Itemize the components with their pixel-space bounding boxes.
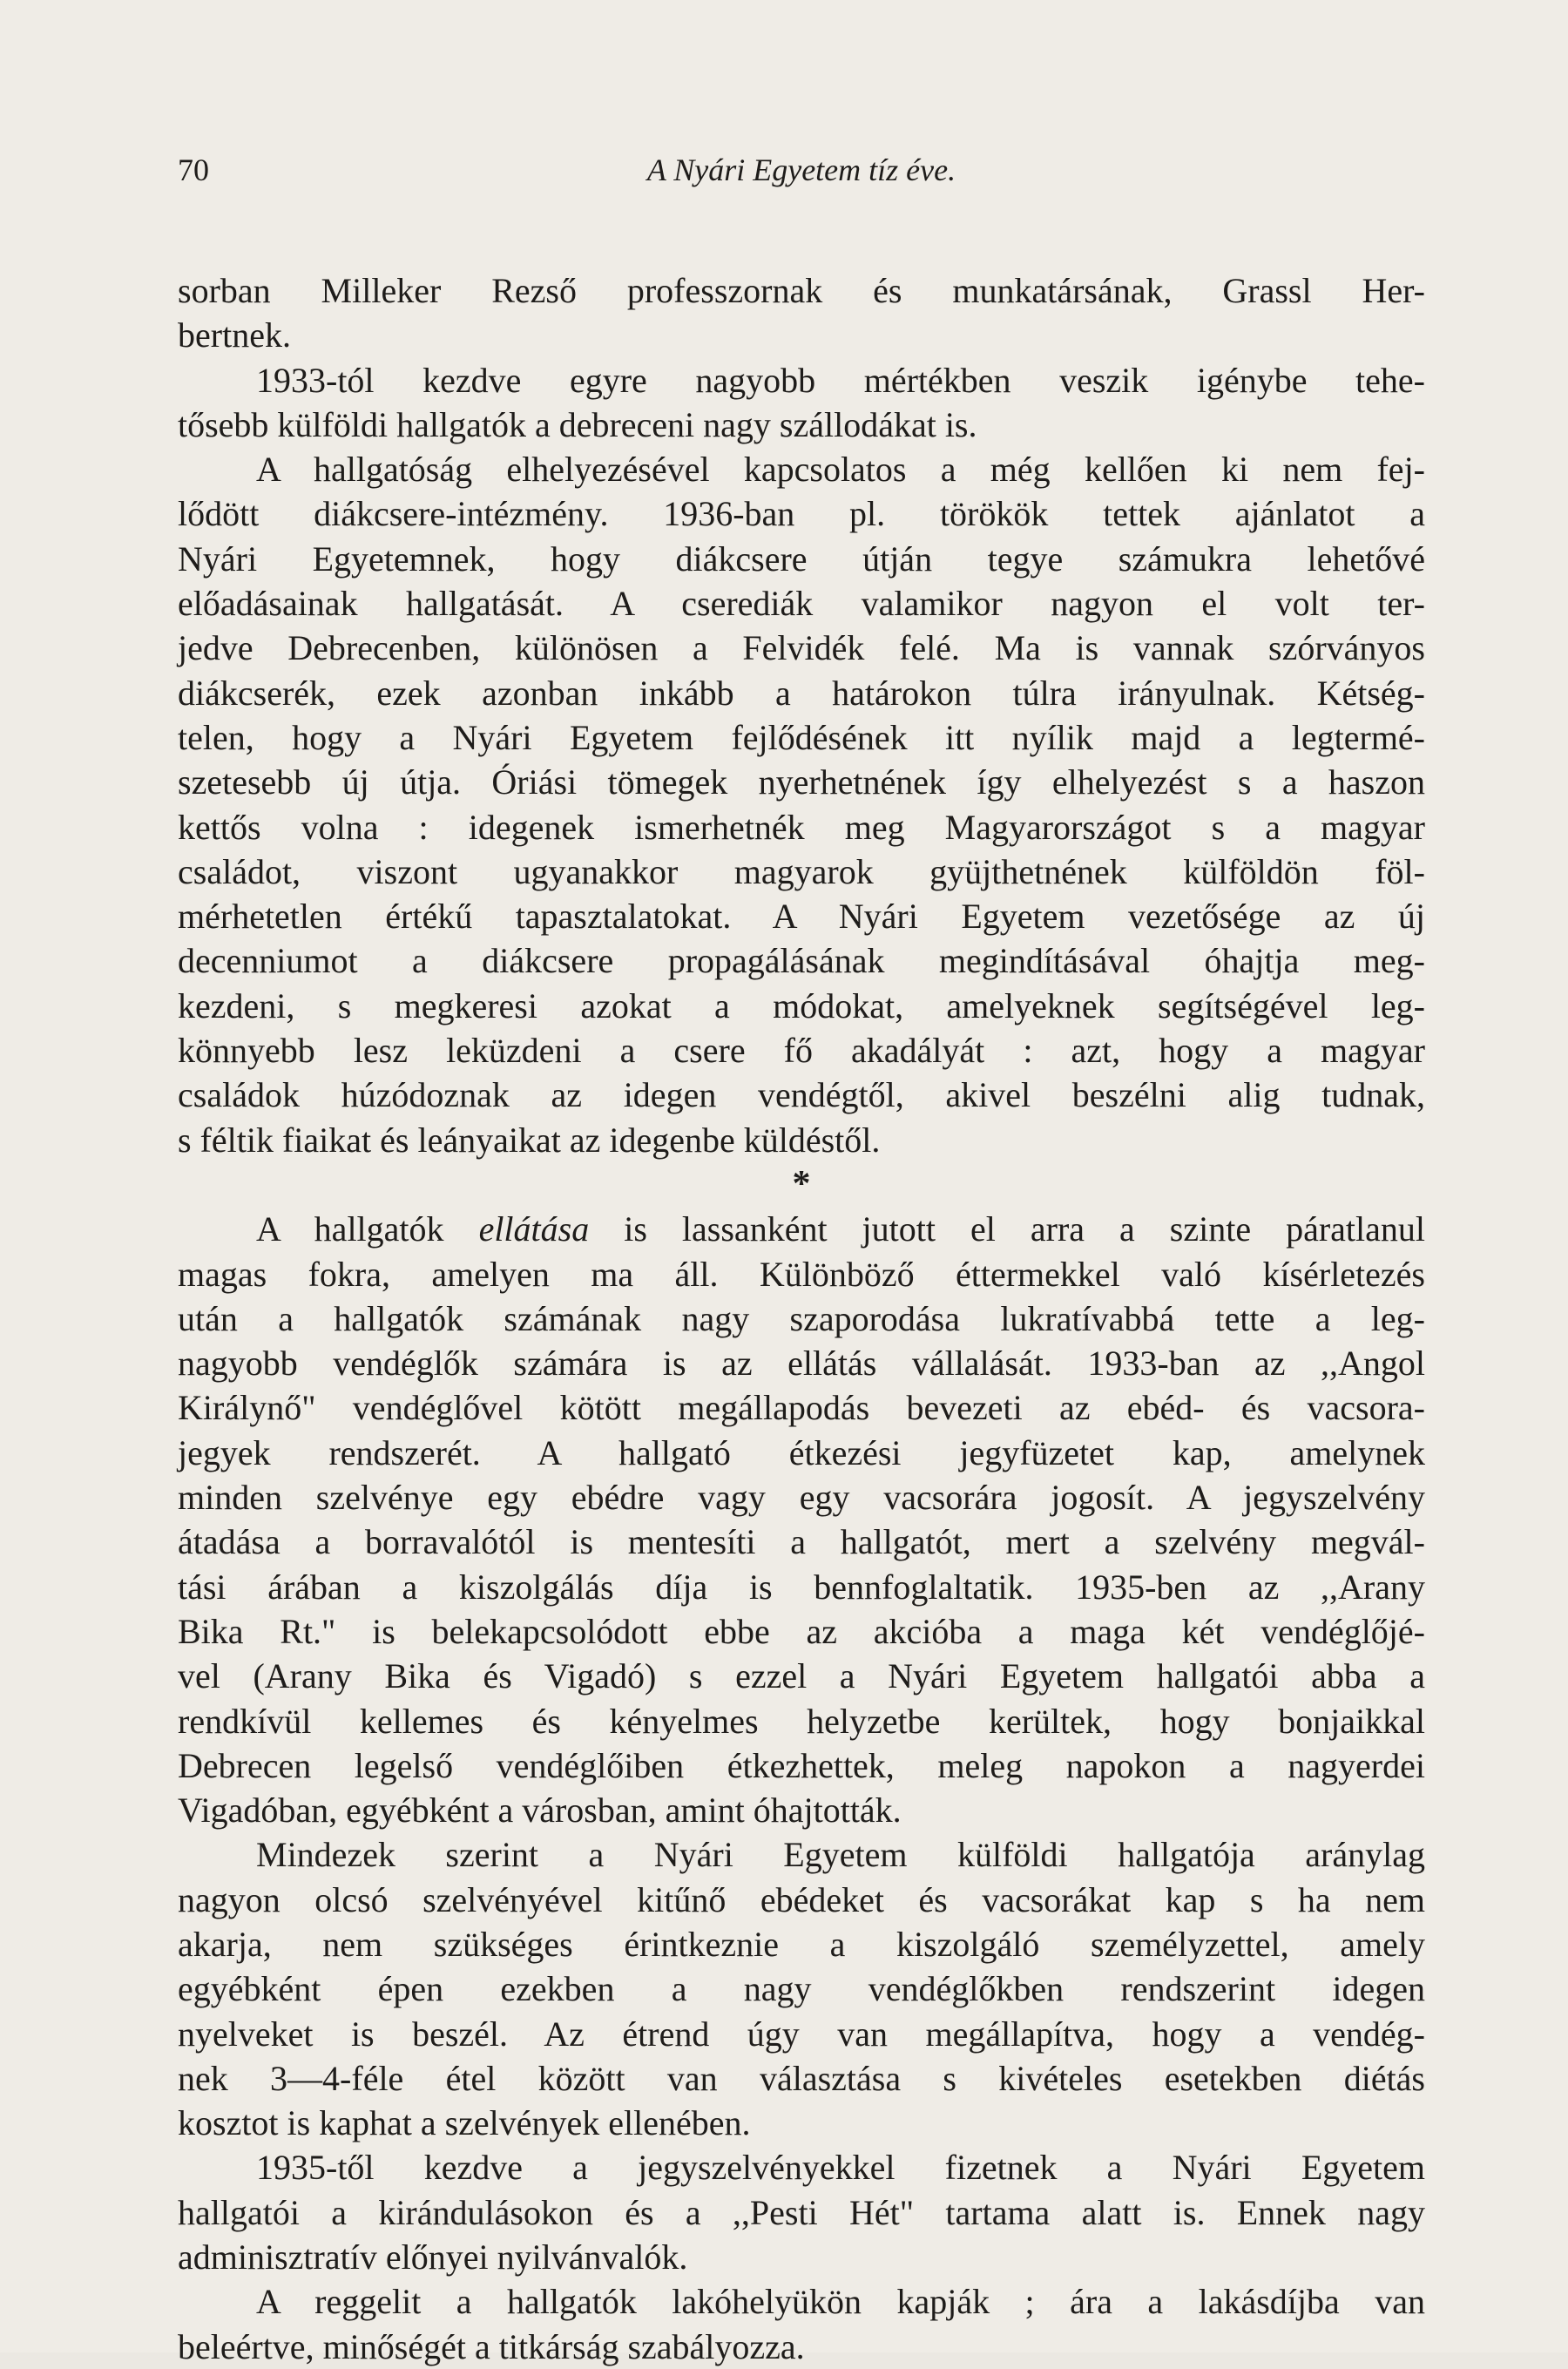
text-line: sorban Milleker Rezső professzornak és munkatársának, Grassl Her- xyxy=(178,271,1425,310)
text-line: Nyári Egyetemnek, hogy diákcsere útján tegye számukra lehetővé xyxy=(178,538,1425,579)
text-line: minden szelvénye egy ebédre vagy egy vacsorára jogosít. A jegyszelvény xyxy=(178,1478,1425,1518)
text-fragment: is lassanként jutott el arra a szinte páratlanul xyxy=(624,1209,1426,1249)
text-line: átadása a borravalótól is mentesíti a hallgatót, mert a szelvény megvál- xyxy=(178,1522,1425,1562)
text-line: kettős volna : idegenek ismerhetnék meg Magyarországot s a magyar xyxy=(178,807,1425,847)
text-line: s féltik fiaikat és leányaikat az idegenbe küldéstől. xyxy=(178,1120,881,1160)
text-line: után a hallgatók számának nagy szaporodása lukratívabbá tette a leg- xyxy=(178,1298,1425,1338)
text-line: Bika Rt." is belekapcsolódott ebbe az akcióba a maga két vendéglőjé- xyxy=(178,1611,1425,1651)
text-line: egyébként épen ezekben a nagy vendéglőkben rendszerint idegen xyxy=(178,1969,1425,2009)
text-line: lődött diákcsere-intézmény. 1936-ban pl. törökök tettek ajánlatot a xyxy=(178,494,1425,534)
text-line: nagyon olcsó szelvényével kitűnő ebédeket és vacsorákat kap s ha nem xyxy=(178,1879,1425,1919)
text-line: rendkívül kellemes és kényelmes helyzetbe kerültek, hogy bonjaikkal xyxy=(178,1701,1425,1741)
text-line: A hallgatóság elhelyezésével kapcsolatos a még kellően ki nem fej- xyxy=(256,450,1425,490)
section-separator-asterisk: * xyxy=(792,1163,811,1204)
page-header xyxy=(178,148,1425,192)
text-line: magas fokra, amelyen ma áll. Különböző éttermekkel való kísérletezés xyxy=(178,1254,1425,1294)
text-line: könnyebb lesz leküzdeni a csere fő akadályát : azt, hogy a magyar xyxy=(178,1031,1425,1071)
text-line: beleértve, minőségét a titkárság szabályozza. xyxy=(178,2326,805,2366)
text-line: jedve Debrecenben, különösen a Felvidék felé. Ma is vannak szórványos xyxy=(178,628,1425,668)
text-line: Vigadóban, egyébként a városban, amint óhajtották. xyxy=(178,1790,902,1831)
text-line: 1933-tól kezdve egyre nagyobb mértékben veszik igénybe tehe- xyxy=(256,360,1425,400)
text-line: vel (Arany Bika és Vigadó) s ezzel a Nyári Egyetem hallgatói abba a xyxy=(178,1656,1425,1696)
text-line: kezdeni, s megkeresi azokat a módokat, amelyeknek segítségével leg- xyxy=(178,985,1425,1025)
text-line: nagyobb vendéglők számára is az ellátás vállalását. 1933-ban az ,,Angol xyxy=(178,1344,1425,1384)
body-text xyxy=(178,268,1425,2369)
text-line: telen, hogy a Nyári Egyetem fejlődésének itt nyílik majd a legtermé- xyxy=(178,717,1425,757)
text-line: adminisztratív előnyei nyilvánvalók. xyxy=(178,2237,688,2278)
text-line: előadásainak hallgatását. A cserediák valamikor nagyon el volt ter- xyxy=(178,584,1425,624)
text-line: Mindezek szerint a Nyári Egyetem külföldi hallgatója aránylag xyxy=(256,1835,1425,1875)
text-line: hallgatói a kirándulásokon és a ,,Pesti Hét" tartama alatt is. Ennek nagy xyxy=(178,2192,1425,2232)
text-line: szetesebb új útja. Óriási tömegek nyerhetnének így elhelyezést s a haszon xyxy=(178,762,1425,802)
text-line: Királynő" vendéglővel kötött megállapodás bevezeti az ebéd- és vacsora- xyxy=(178,1388,1425,1428)
text-line: akarja, nem szükséges érintkeznie a kiszolgáló személyzettel, amely xyxy=(178,1924,1425,1964)
text-line: 1935-től kezdve a jegyszelvényekkel fizetnek a Nyári Egyetem xyxy=(256,2148,1425,2188)
text-line: mérhetetlen értékű tapasztalatokat. A Nyári Egyetem vezetősége az új xyxy=(178,897,1425,937)
running-title: A Nyári Egyetem tíz éve. xyxy=(646,152,956,187)
text-line: nek 3—4-féle étel között van választása s kivételes esetekben diétás xyxy=(178,2058,1425,2098)
text-line: családot, viszont ugyanakkor magyarok gyüjthetnének külföldön föl- xyxy=(178,851,1425,891)
text-line xyxy=(178,1207,1425,1251)
emphasized-term: ellátása xyxy=(478,1209,590,1249)
text-line: diákcserék, ezek azonban inkább a határokon túlra irányulnak. Kétség- xyxy=(178,673,1425,713)
text-line: nyelveket is beszél. Az étrend úgy van megállapítva, hogy a vendég- xyxy=(178,2014,1425,2054)
text-line: tősebb külföldi hallgatók a debreceni nagy szállodákat is. xyxy=(178,404,977,444)
text-fragment: A hallgatók xyxy=(256,1209,444,1249)
text-line: kosztot is kaphat a szelvények ellenében. xyxy=(178,2103,751,2143)
text-line: tási árában a kiszolgálás díja is bennfoglaltatik. 1935-ben az ,,Arany xyxy=(178,1567,1425,1607)
text-line: decenniumot a diákcsere propagálásának megindításával óhajtja meg- xyxy=(178,941,1425,981)
text-line: Debrecen legelső vendéglőiben étkezhettek, meleg napokon a nagyerdei xyxy=(178,1745,1425,1785)
text-line: jegyek rendszerét. A hallgató étkezési jegyfüzetet kap, amelynek xyxy=(178,1432,1425,1472)
text-line: családok húzódoznak az idegen vendégtől, akivel beszélni alig tudnak, xyxy=(178,1075,1425,1115)
page-number: 70 xyxy=(178,152,209,187)
text-line: bertnek. xyxy=(178,315,291,355)
text-line: A reggelit a hallgatók lakóhelyükön kapják ; ára a lakásdíjba van xyxy=(256,2282,1425,2322)
